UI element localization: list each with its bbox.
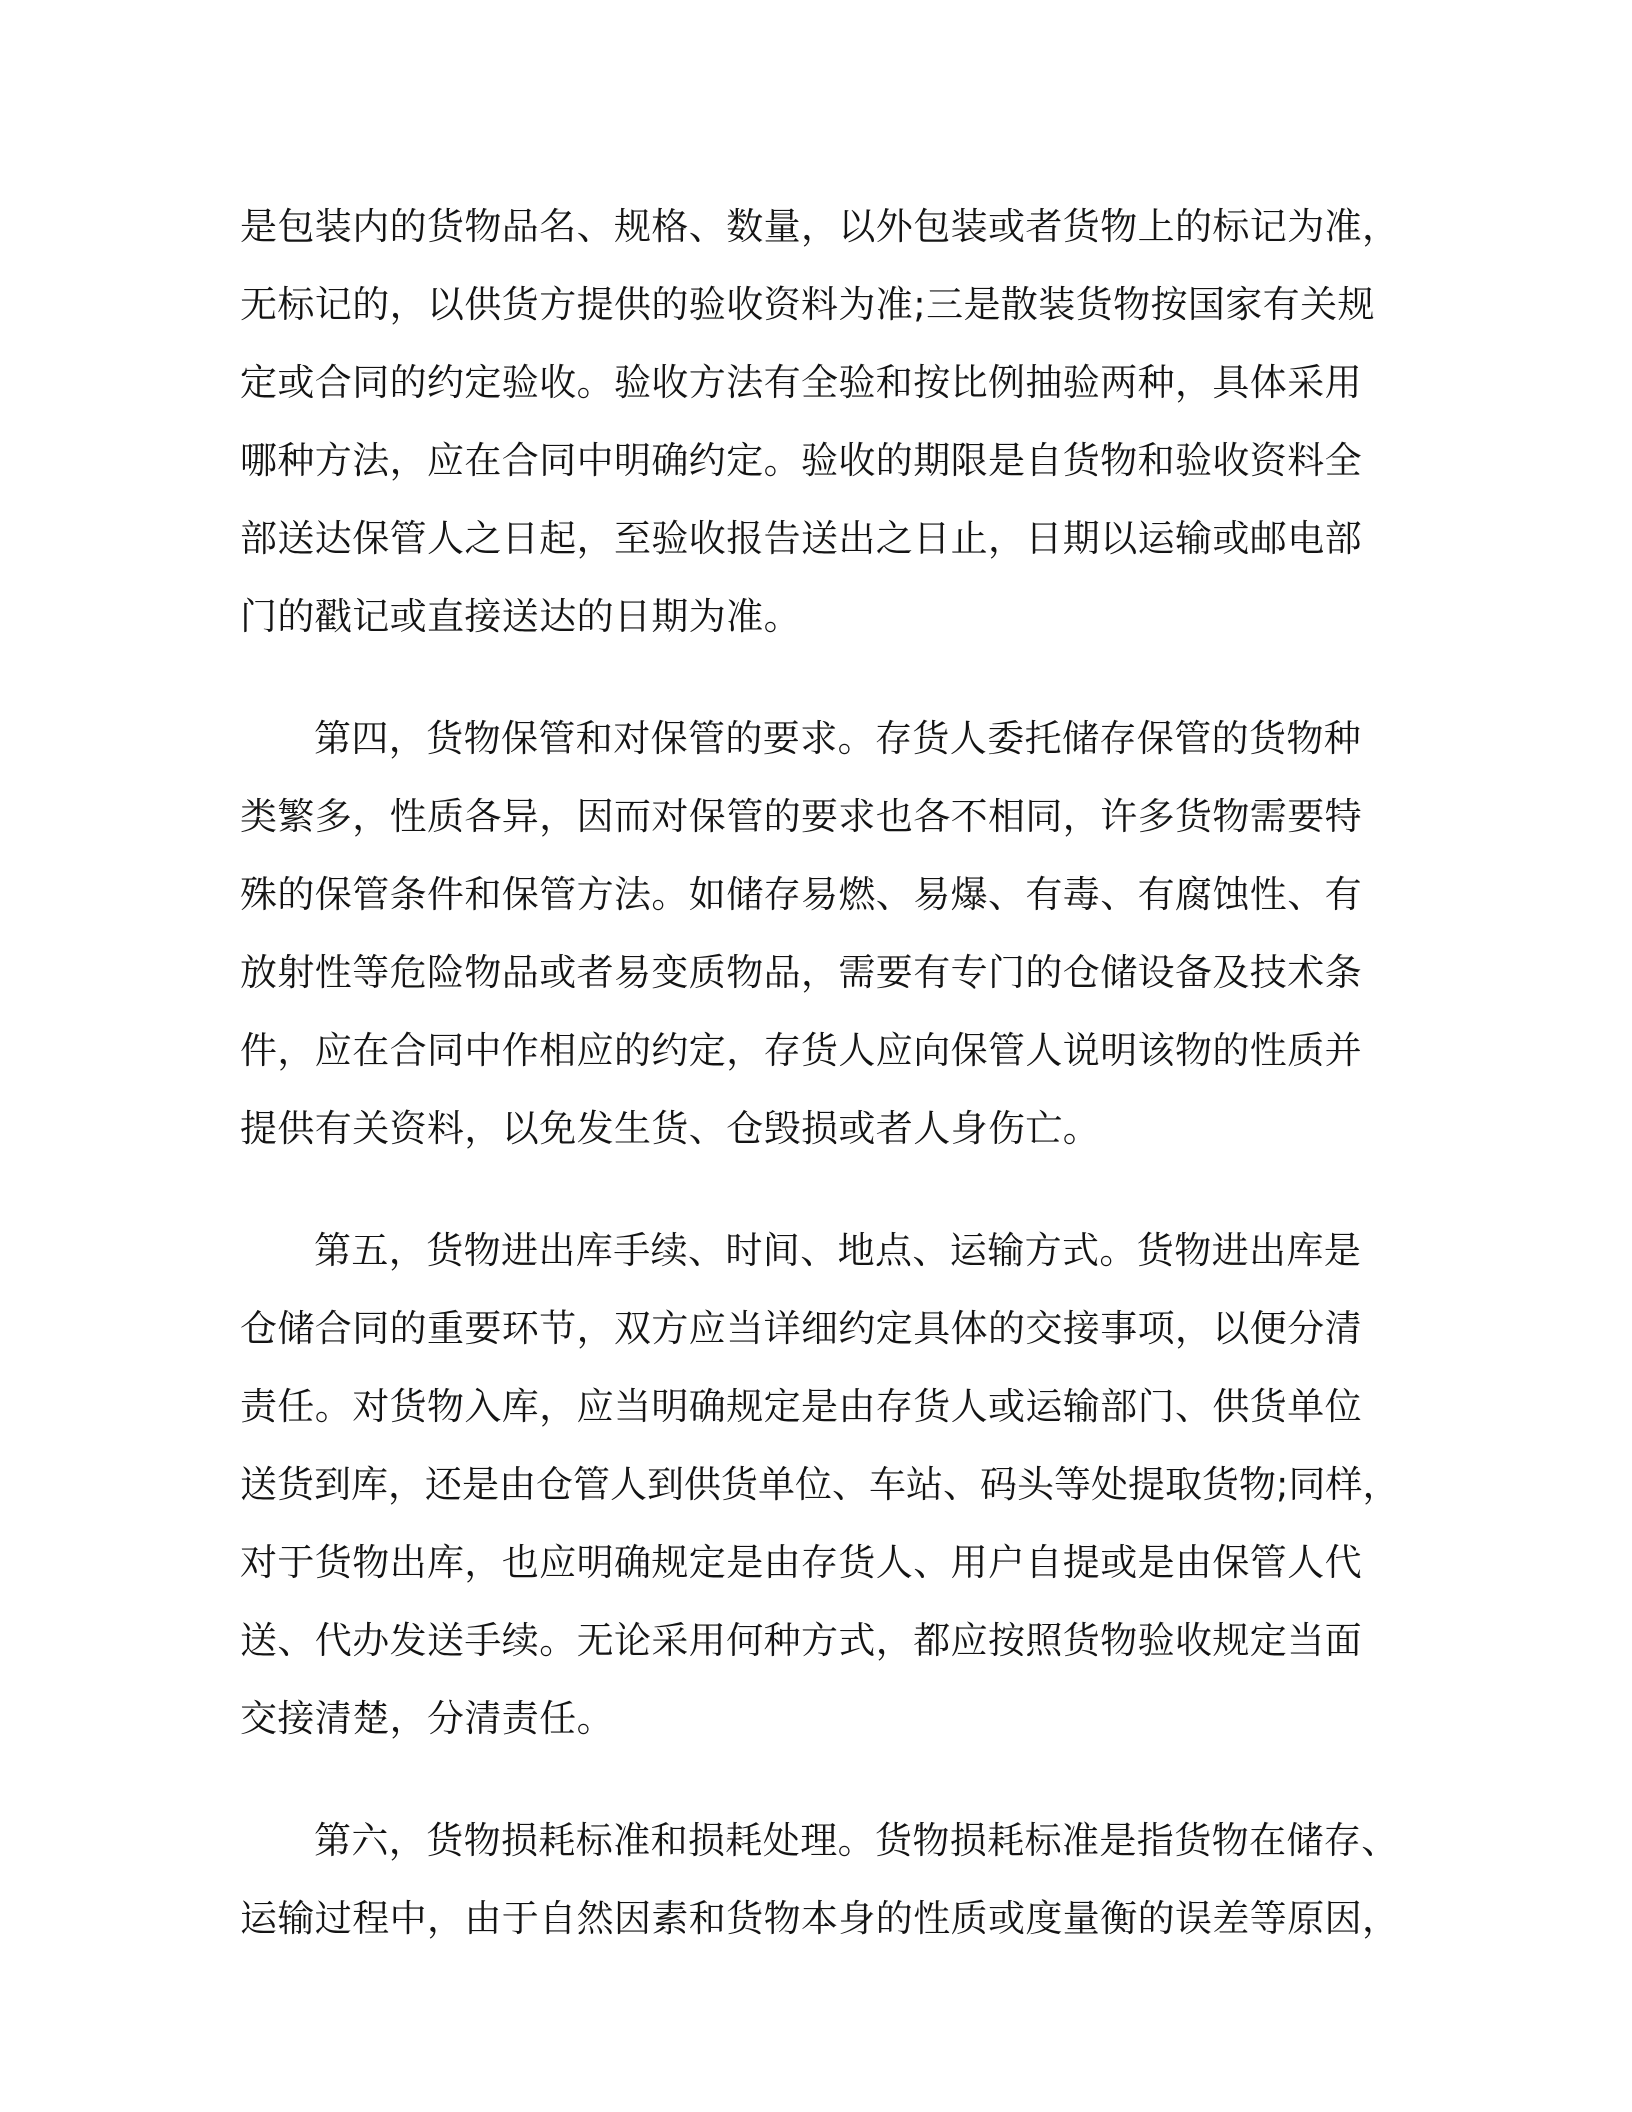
text-line: 定或合同的约定验收。验收方法有全验和按比例抽验两种，具体采用 [240, 361, 1362, 404]
document-body [240, 188, 1400, 2002]
text-line: 件，应在合同中作相应的约定，存货人应向保管人说明该物的性质并 [240, 1029, 1362, 1072]
text-line: 责任。对货物入库，应当明确规定是由存货人或运输部门、供货单位 [240, 1385, 1362, 1428]
text-line: 第六，货物损耗标准和损耗处理。货物损耗标准是指货物在储存、 [314, 1819, 1399, 1862]
text-line: 对于货物出库，也应明确规定是由存货人、用户自提或是由保管人代 [240, 1541, 1362, 1584]
text-line: 殊的保管条件和保管方法。如储存易燃、易爆、有毒、有腐蚀性、有 [240, 873, 1362, 916]
text-line: 第四，货物保管和对保管的要求。存货人委托储存保管的货物种 [314, 717, 1362, 760]
text-line: 类繁多，性质各异，因而对保管的要求也各不相同，许多货物需要特 [240, 795, 1362, 838]
paragraph-storage-requirements [240, 700, 1400, 1168]
text-line: 无标记的，以供货方提供的验收资料为准;三是散装货物按国家有关规 [240, 283, 1375, 326]
paragraph-inbound-outbound [240, 1212, 1400, 1758]
text-line: 放射性等危险物品或者易变质物品，需要有专门的仓储设备及技术条 [240, 951, 1362, 994]
text-line: 第五，货物进出库手续、时间、地点、运输方式。货物进出库是 [314, 1229, 1362, 1272]
text-line: 送货到库，还是由仓管人到供货单位、车站、码头等处提取货物;同样， [240, 1463, 1400, 1506]
text-line: 门的戳记或直接送达的日期为准。 [240, 595, 801, 638]
paragraph-acceptance-continued [240, 188, 1400, 656]
text-line: 交接清楚，分清责任。 [240, 1697, 614, 1740]
text-line: 哪种方法，应在合同中明确约定。验收的期限是自货物和验收资料全 [240, 439, 1362, 482]
text-line: 送、代办发送手续。无论采用何种方式，都应按照货物验收规定当面 [240, 1619, 1362, 1662]
text-line: 部送达保管人之日起，至验收报告送出之日止，日期以运输或邮电部 [240, 517, 1362, 560]
text-line: 仓储合同的重要环节，双方应当详细约定具体的交接事项，以便分清 [240, 1307, 1362, 1350]
paragraph-loss-standards [240, 1802, 1400, 1958]
text-line: 运输过程中，由于自然因素和货物本身的性质或度量衡的误差等原因， [240, 1897, 1400, 1940]
text-line: 提供有关资料，以免发生货、仓毁损或者人身伤亡。 [240, 1107, 1101, 1150]
text-line: 是包装内的货物品名、规格、数量，以外包装或者货物上的标记为准， [240, 205, 1400, 248]
